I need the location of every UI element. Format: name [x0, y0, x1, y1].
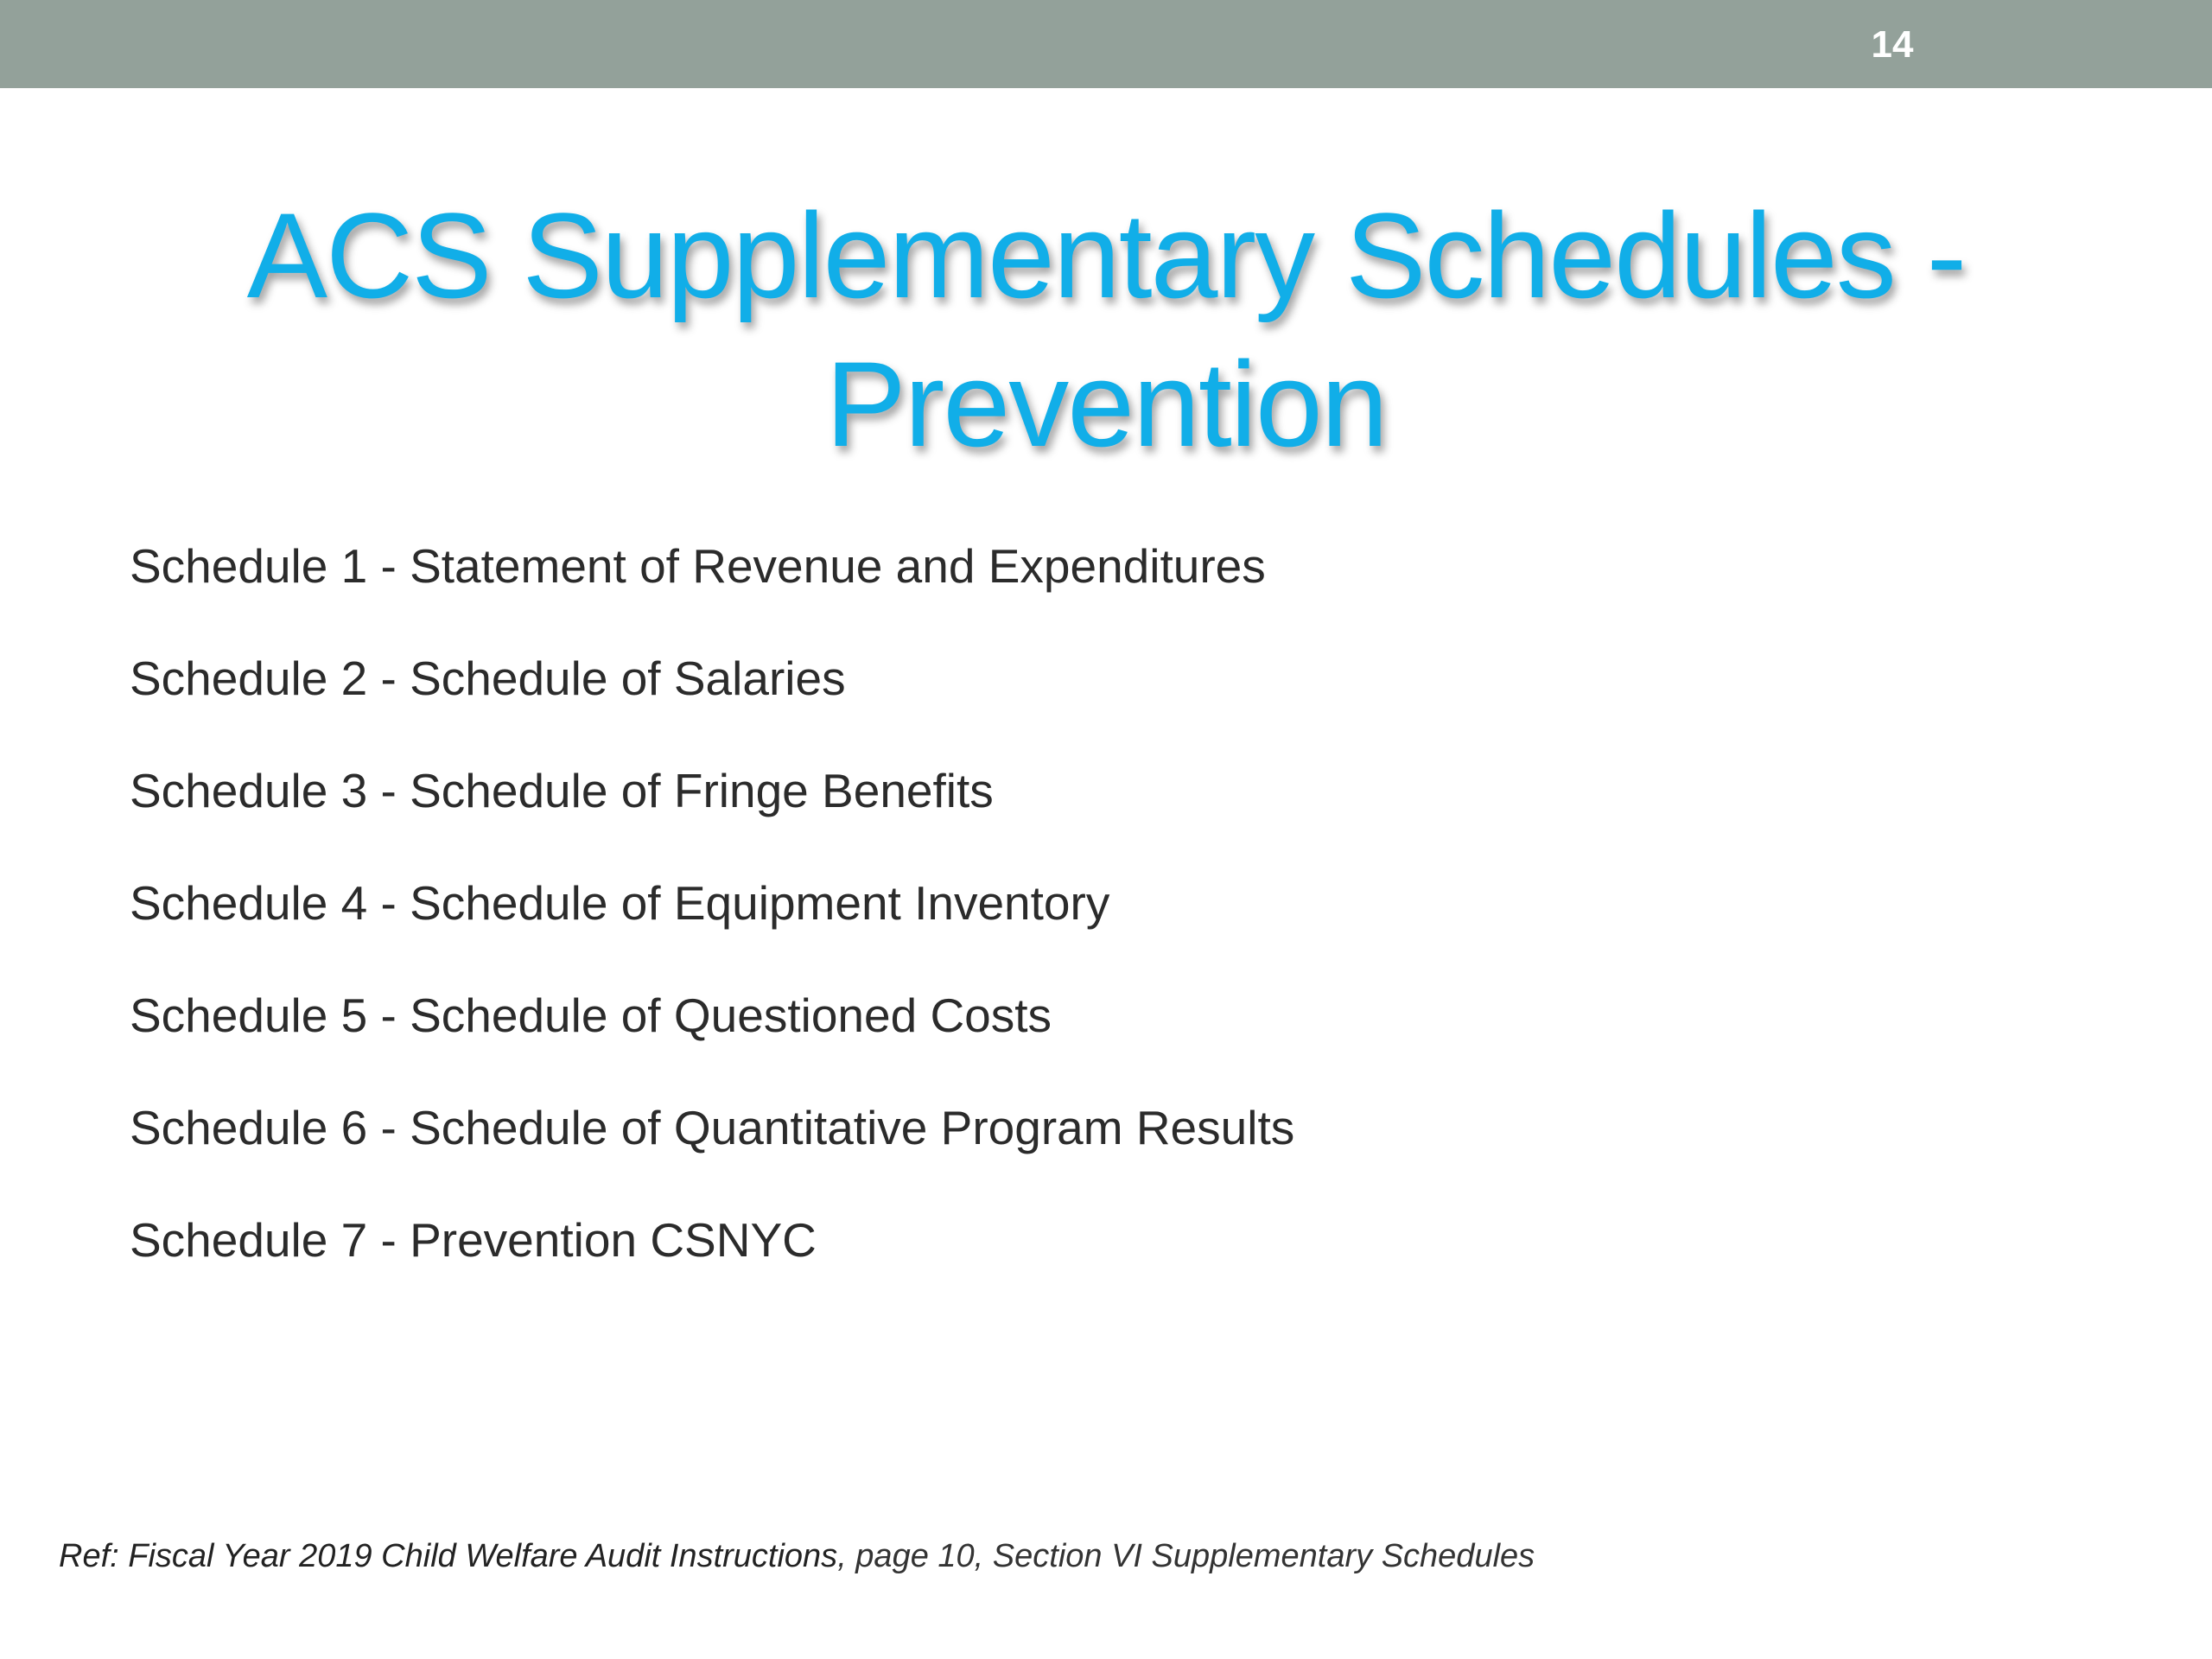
reference-note — [59, 1538, 1535, 1575]
reference-detail: , page 10, Section VI Supplementary Schedules — [837, 1538, 1535, 1574]
schedule-item-4: Schedule 4 - Schedule of Equipment Inventory — [130, 876, 1110, 930]
schedule-item-3: Schedule 3 - Schedule of Fringe Benefits — [130, 764, 994, 817]
slide-title — [0, 181, 2212, 479]
slide-title-line-2: Prevention — [825, 336, 1387, 472]
schedule-item-6: Schedule 6 - Schedule of Quantitative Program Results — [130, 1101, 1295, 1154]
page-number: 14 — [1871, 23, 1914, 66]
slide-title-line-1: ACS Supplementary Schedules - — [246, 188, 1966, 323]
reference-label: Ref: Fiscal Year 2019 Child Welfare Audit Instructions — [59, 1538, 838, 1574]
schedule-item-1: Schedule 1 - Statement of Revenue and Expenditures — [130, 539, 1266, 593]
schedule-item-7: Schedule 7 - Prevention CSNYC — [130, 1213, 817, 1267]
schedule-list — [130, 527, 1294, 1313]
schedule-item-5: Schedule 5 - Schedule of Questioned Costs — [130, 988, 1052, 1042]
schedule-item-2: Schedule 2 - Schedule of Salaries — [130, 652, 846, 705]
top-bar — [0, 0, 2212, 88]
